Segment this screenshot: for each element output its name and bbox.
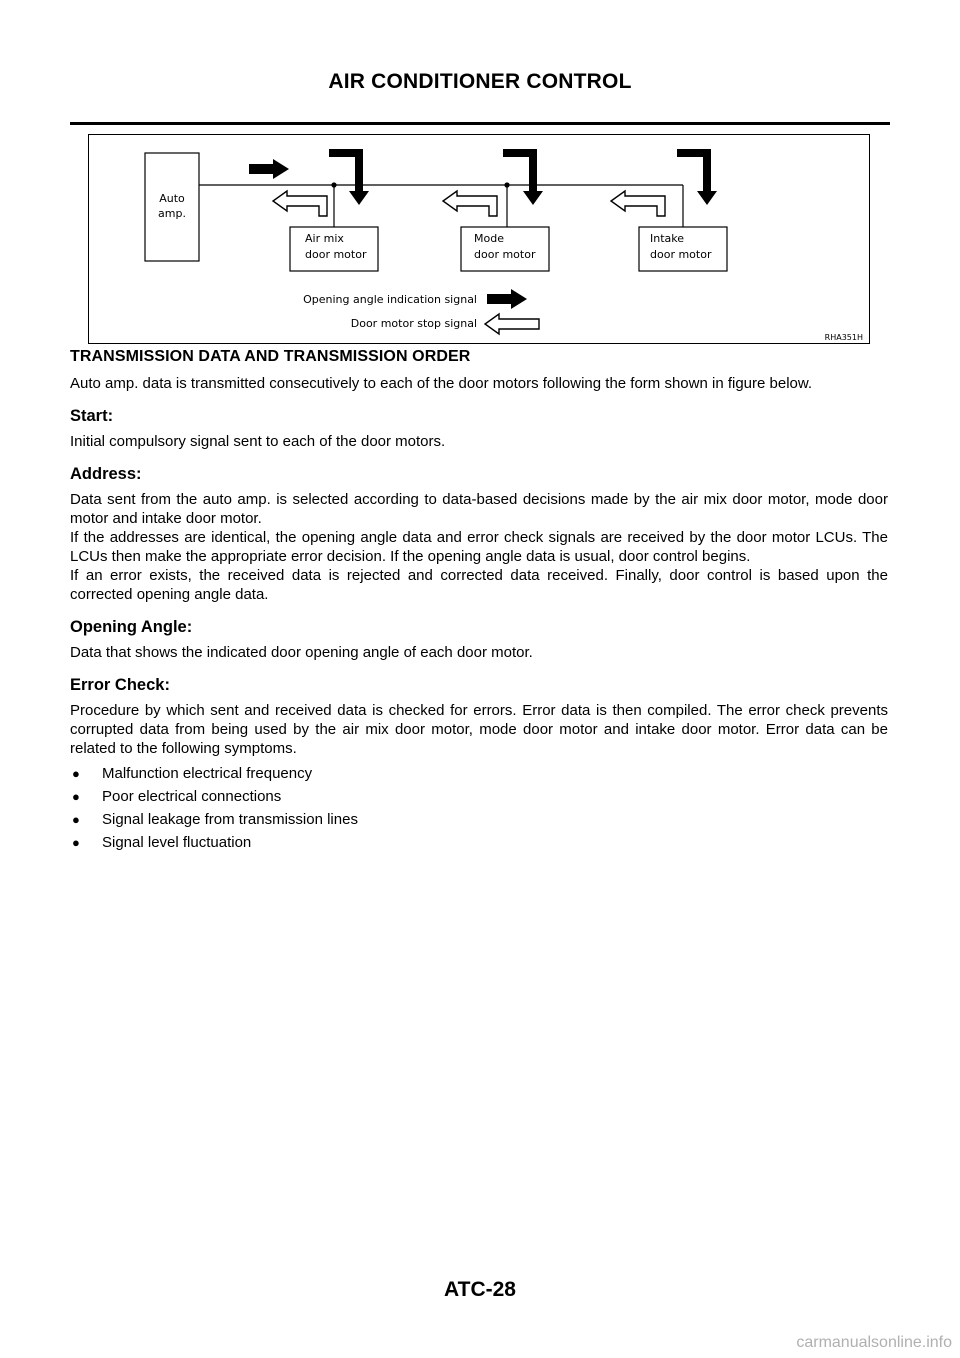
opening-angle-heading: Opening Angle: [70, 618, 193, 636]
stop-signal-arrow-2 [443, 191, 497, 216]
start-text: Initial compulsory signal sent to each of the door motors. [70, 433, 446, 450]
list-item [70, 787, 888, 806]
signal-down-arrow-2 [503, 149, 543, 205]
error-check-text: Procedure by which sent and received data is checked for errors. Error data is then compiled. The error check prevents corrupted data from being used by the air mix door motor, mode door motor and intake door motor. Error data can be related to the following symptoms. [70, 702, 888, 757]
bullet-icon: ● [72, 812, 80, 827]
legend-stop-arrow [485, 314, 539, 334]
bullet-icon: ● [72, 835, 80, 850]
list-item [70, 810, 888, 829]
page-header-title: AIR CONDITIONER CONTROL [328, 70, 632, 93]
address-paragraph-3: If an error exists, the received data is rejected and corrected data received. Finally, door control is based upon the corrected opening angle data. [70, 567, 888, 603]
list-item [70, 764, 888, 783]
stop-signal-arrow-3 [611, 191, 665, 216]
air-mix-label-1: Air mix [305, 232, 344, 245]
section-intro: Auto amp. data is transmitted consecutively to each of the door motors following the form shown in figure below. [70, 375, 813, 392]
signal-down-arrow-1 [329, 149, 369, 205]
list-item-text: Signal level fluctuation [102, 834, 252, 851]
section-title: TRANSMISSION DATA AND TRANSMISSION ORDER [70, 348, 471, 365]
list-item [70, 833, 888, 852]
address-paragraph-1: Data sent from the auto amp. is selected according to data-based decisions made by the air mix door motor, mode door motor and intake door motor. [70, 491, 888, 527]
header-rule [70, 122, 890, 125]
mode-label-1: Mode [474, 232, 504, 245]
list-item-text: Signal leakage from transmission lines [102, 811, 358, 828]
address-heading: Address: [70, 465, 142, 483]
intake-label-1: Intake [650, 232, 685, 245]
legend-stop-label: Door motor stop signal [350, 317, 477, 330]
list-item-text: Poor electrical connections [102, 788, 282, 805]
bullet-icon: ● [72, 766, 80, 781]
watermark: carmanualsonline.info [796, 1334, 952, 1351]
stop-signal-arrow-1 [273, 191, 327, 216]
intake-label-2: door motor [650, 248, 712, 261]
legend-opening-label: Opening angle indication signal [303, 293, 477, 306]
auto-amp-label-2: amp. [158, 207, 186, 220]
signal-diagram [88, 134, 870, 344]
opening-angle-arrow [249, 159, 289, 179]
signal-diagram-svg [89, 135, 871, 345]
start-heading: Start: [70, 407, 114, 425]
error-check-heading: Error Check: [70, 676, 170, 694]
page-number: ATC-28 [444, 1278, 516, 1301]
page-content [70, 348, 888, 856]
auto-amp-label-1: Auto [159, 192, 185, 205]
list-item-text: Malfunction electrical frequency [102, 765, 313, 782]
legend-opening-arrow [487, 289, 527, 309]
junction-mode [504, 182, 509, 187]
mode-label-2: door motor [474, 248, 536, 261]
bullet-icon: ● [72, 789, 80, 804]
address-paragraph-2: If the addresses are identical, the opening angle data and error check signals are received by the door motor LCUs. The LCUs then make the appropriate error decision. If the opening angle data is usual, door control begins. [70, 529, 888, 565]
figure-code: RHA351H [824, 333, 863, 342]
air-mix-label-2: door motor [305, 248, 367, 261]
opening-angle-text: Data that shows the indicated door opening angle of each door motor. [70, 644, 533, 661]
symptom-list [70, 764, 888, 852]
junction-air-mix [331, 182, 336, 187]
